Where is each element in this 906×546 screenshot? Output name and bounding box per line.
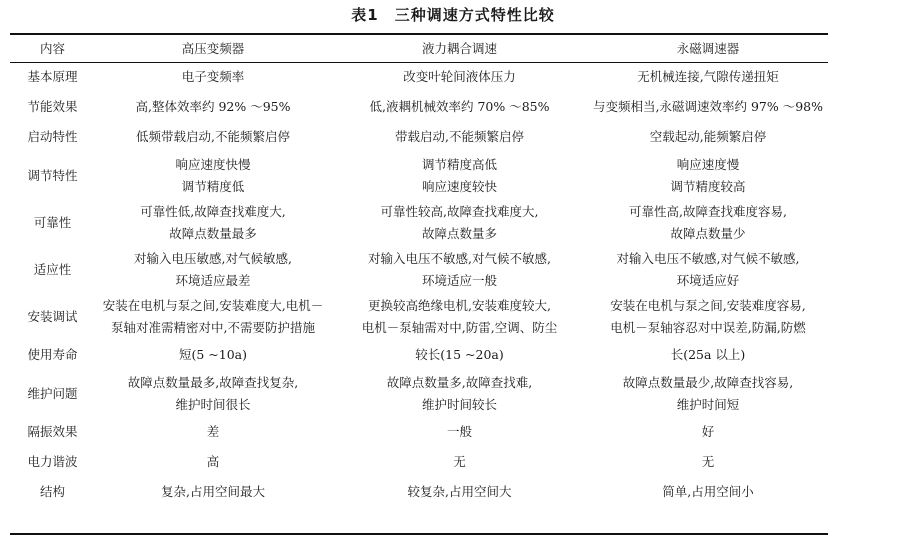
table-cell xyxy=(588,152,828,199)
cell-line: 改变叶轮间液体压力 xyxy=(403,69,516,84)
row-label: 适应性 xyxy=(33,261,72,277)
table-cell xyxy=(95,447,331,477)
cell-line: 更换较高绝缘电机,安装难度较大, xyxy=(368,297,551,313)
cell-line: 泵轴对准需精密对中,不需要防护措施 xyxy=(111,319,315,335)
table-cell xyxy=(331,370,588,417)
comparison-table xyxy=(10,35,828,507)
table-row xyxy=(10,152,828,199)
cell-line: 电机－泵轴需对中,防雷,空调、防尘 xyxy=(361,319,558,335)
table-cell xyxy=(95,370,331,417)
table-cell xyxy=(331,199,588,246)
cell-line: 无机械连接,气隙传递扭矩 xyxy=(637,69,779,84)
table-cell xyxy=(588,340,828,370)
cell-line: 响应速度较快 xyxy=(421,178,497,194)
cell-line: 响应速度慢 xyxy=(676,156,740,172)
table-cell xyxy=(95,340,331,370)
cell-line: 无 xyxy=(701,454,715,469)
cell-line: 可靠性较高,故障查找难度大, xyxy=(380,203,539,219)
cell-line: 环境适应一般 xyxy=(421,272,497,288)
table-cell xyxy=(331,340,588,370)
table-cell xyxy=(331,152,588,199)
cell-line: 空载起动,能频繁启停 xyxy=(649,129,767,144)
table-cell xyxy=(331,447,588,477)
table-row xyxy=(10,370,828,417)
cell-line: 故障点数量最多 xyxy=(169,225,257,241)
row-label: 调节特性 xyxy=(27,167,78,183)
table-cell xyxy=(95,122,331,152)
cell-line: 无 xyxy=(453,454,466,469)
table-cell xyxy=(331,122,588,152)
table-cell xyxy=(588,447,828,477)
header-row xyxy=(10,35,828,62)
table-cell xyxy=(588,62,828,92)
table-row xyxy=(10,293,828,340)
cell-line: 差 xyxy=(206,424,220,439)
table-cell xyxy=(331,62,588,92)
cell-line: 低频带载启动,不能频繁启停 xyxy=(136,129,290,144)
table-row xyxy=(10,122,828,152)
cell-line: 故障点数量多 xyxy=(421,225,497,241)
table-cell xyxy=(95,246,331,293)
row-label: 基本原理 xyxy=(27,69,78,84)
cell-line: 故障点数量最少,故障查找容易, xyxy=(622,374,794,390)
cell-line: 维护时间很长 xyxy=(175,396,251,412)
row-label: 安装调试 xyxy=(27,308,78,324)
table-row xyxy=(10,477,828,507)
table-cell xyxy=(588,417,828,447)
bottom-rule xyxy=(10,533,828,535)
cell-line: 短(5 ~10a) xyxy=(178,347,247,362)
table-cell xyxy=(331,417,588,447)
cell-line: 维护时间较长 xyxy=(421,396,497,412)
cell-line: 复杂,占用空间最大 xyxy=(161,484,265,499)
table-cell xyxy=(588,246,828,293)
row-label: 使用寿命 xyxy=(27,347,78,362)
row-label: 电力谐波 xyxy=(27,454,78,469)
row-label: 启动特性 xyxy=(27,129,78,144)
table-row xyxy=(10,62,828,92)
cell-line: 可靠性高,故障查找难度容易, xyxy=(629,203,787,219)
cell-line: 对输入电压不敏感,对气候不敏感, xyxy=(616,250,800,266)
table-cell xyxy=(331,246,588,293)
table-cell xyxy=(95,92,331,122)
cell-line: 高 xyxy=(206,454,220,469)
table-row xyxy=(10,199,828,246)
table-row xyxy=(10,417,828,447)
table-cell xyxy=(588,293,828,340)
cell-line: 响应速度快慢 xyxy=(175,156,251,172)
cell-line: 故障点数量最多,故障查找复杂, xyxy=(127,374,299,390)
table-row xyxy=(10,92,828,122)
cell-line: 对输入电压敏感,对气候敏感, xyxy=(134,250,292,266)
cell-line: 安装在电机与泵之间,安装难度容易, xyxy=(610,297,806,313)
cell-line: 故障点数量多,故障查找难, xyxy=(386,374,533,390)
table-cell xyxy=(95,199,331,246)
row-label: 结构 xyxy=(39,484,65,499)
table-cell xyxy=(331,92,588,122)
cell-line: 简单,占用空间小 xyxy=(662,484,754,499)
cell-line: 带载启动,不能频繁启停 xyxy=(395,129,524,144)
header-cell: 内容 xyxy=(39,40,65,56)
header-cell: 液力耦合调速 xyxy=(421,40,497,56)
row-label: 可靠性 xyxy=(33,214,72,230)
row-label: 维护问题 xyxy=(27,385,78,401)
table-row xyxy=(10,447,828,477)
table-cell xyxy=(95,152,331,199)
table-cell xyxy=(95,477,331,507)
cell-line: 故障点数量少 xyxy=(670,225,746,241)
table-cell xyxy=(588,122,828,152)
table-row xyxy=(10,246,828,293)
cell-line: 高,整体效率约 92% ～95% xyxy=(135,99,291,114)
cell-line: 对输入电压不敏感,对气候不敏感, xyxy=(368,250,551,266)
table-cell xyxy=(95,62,331,92)
table-caption: 表1 三种调速方式特性比较 xyxy=(351,6,555,24)
cell-line: 好 xyxy=(701,424,715,439)
table-row xyxy=(10,340,828,370)
cell-line: 环境适应好 xyxy=(676,272,740,288)
cell-line: 与变频相当,永磁调速效率约 97% ～98% xyxy=(593,99,823,114)
cell-line: 较复杂,占用空间大 xyxy=(407,484,512,499)
cell-line: 维护时间短 xyxy=(676,396,740,412)
table-cell xyxy=(95,293,331,340)
cell-line: 电机－泵轴容忍对中误差,防漏,防燃 xyxy=(610,319,806,335)
row-label: 节能效果 xyxy=(27,99,78,114)
table-cell xyxy=(588,199,828,246)
table-cell xyxy=(95,417,331,447)
cell-line: 较长(15 ~20a) xyxy=(415,347,504,362)
cell-line: 调节精度低 xyxy=(181,178,245,194)
cell-line: 长(25a 以上) xyxy=(670,347,746,362)
row-label: 隔振效果 xyxy=(27,424,78,439)
table-cell xyxy=(588,92,828,122)
cell-line: 低,液耦机械效率约 70% ～85% xyxy=(369,99,550,114)
cell-line: 安装在电机与泵之间,安装难度大,电机－ xyxy=(102,297,324,313)
cell-line: 环境适应最差 xyxy=(175,272,251,288)
table-cell xyxy=(331,477,588,507)
table-cell xyxy=(331,293,588,340)
cell-line: 电子变频率 xyxy=(181,69,245,84)
table-cell xyxy=(588,477,828,507)
header-cell: 永磁调速器 xyxy=(676,40,740,56)
cell-line: 调节精度高低 xyxy=(421,156,497,172)
table-cell xyxy=(588,370,828,417)
header-cell: 高压变频器 xyxy=(181,40,245,56)
cell-line: 调节精度较高 xyxy=(670,178,746,194)
cell-line: 可靠性低,故障查找难度大, xyxy=(140,203,286,219)
table-body xyxy=(10,62,828,507)
cell-line: 一般 xyxy=(446,424,472,439)
